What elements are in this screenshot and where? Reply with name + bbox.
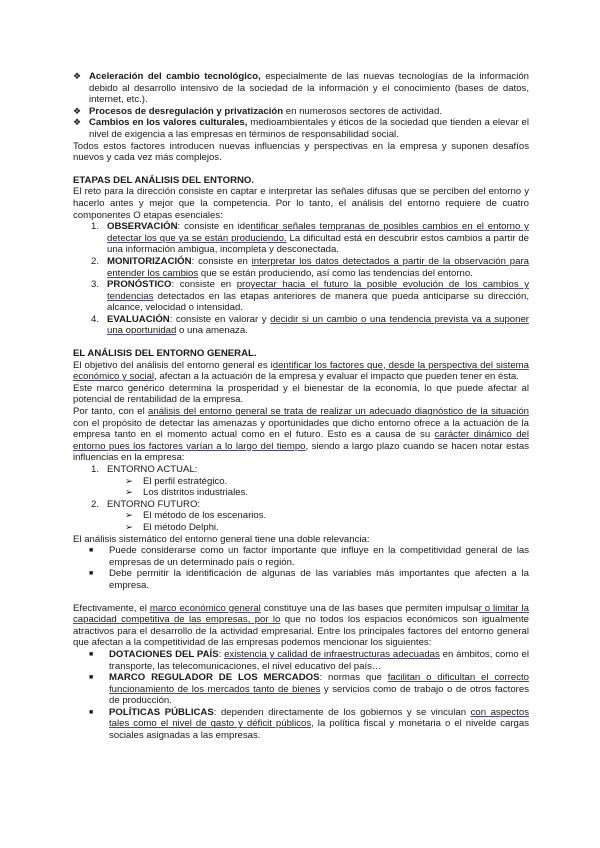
intro-bullet: ❖ Aceleración del cambio tecnológico, especialmente de las nuevas tecnologías de la información debido al desarrollo intensivo de la sociedad de la información y el conocimiento (bases de datos, internet, etc.). [73, 71, 530, 106]
diamond-bullet-icon: ❖ [73, 117, 82, 128]
marco-paragraph: Efectivamente, el marco económico general constituye una de las bases que permiten impulsar o limitar la capacidad competitiva de las empresas, por lo que no todos los espacios económicos son igualmente atractivos para el desarrollo de la actividad empresarial. Entre los principales factores del entorno general que afectan a la competitividad de las empresas podemos mencionar los siguientes: [73, 602, 530, 649]
section-heading-etapas: ETAPAS DEL ANÁLISIS DEL ENTORNO. [73, 174, 255, 186]
relevance-item: ■ Debe permitir la identificación de algunas de las variables más importantes que afecten a la empresa. [89, 568, 529, 591]
section-heading-general: EL ANÁLISIS DEL ENTORNO GENERAL. [73, 348, 257, 360]
square-bullet-icon: ■ [89, 650, 94, 658]
list-subitem: ➢ El perfil estratégico. [125, 475, 228, 487]
arrow-bullet-icon: ➢ [125, 510, 134, 522]
diamond-bullet-icon: ❖ [73, 71, 82, 81]
relevance-item: ■ Puede considerarse como un factor importante que influye en la competitividad general de las empresas de un determinado país o región. [89, 545, 529, 568]
diamond-bullet-icon: ❖ [73, 105, 82, 116]
general-paragraph: Por tanto, con el análisis del entorno general se trata de realizar un adecuado diagnóstico de la situación con el propósito de detectar las amenazas y oportunidades que dicho entorno ofrece a la actuación de la empresa tanto en el momento actual como en el futuro. Esto es a causa de su carácter dinámico del entorno pues los factores varían a lo largo del tiempo, siendo a largo plazo cuando se hacen notar estas influencias en la empresa: [73, 406, 530, 464]
list-subitem: ➢ El método Delphi. [125, 521, 219, 533]
relevance-intro: El análisis sistemático del entorno general tiene una doble relevancia: [73, 533, 370, 545]
arrow-bullet-icon: ➢ [125, 521, 134, 533]
step-item: 3. PRONÓSTICO: consiste en proyectar hacia el futuro la posible evolución de los cambios y tendencias detectados en las etapas anteriores de manera que pueda anticiparse su dirección, alcance, velocidad o intensidad. [90, 279, 529, 314]
square-bullet-icon: ■ [89, 674, 94, 682]
intro-summary: Todos estos factores introducen nuevas influencias y perspectivas en la empresa y suponen desafíos nuevos y cada vez más complejos. [73, 140, 529, 164]
step-item: 1. OBSERVACIÓN: consiste en identificar señales tempranas de posibles cambios en el entorno y detectar los que ya se están produciendo. La dificultad está en descubrir estos cambios a partir de una información ambigua, incompleta y desconectada. [90, 221, 529, 256]
list-subitem: ➢ El método de los escenarios. [125, 510, 267, 522]
square-bullet-icon: ■ [89, 570, 94, 578]
general-paragraph: El objetivo del análisis del entorno general es identificar los factores que, desde la perspectiva del sistema económico y social, afectan a la actuación de la empresa y evaluar el impacto que pueden tener en ésta. [73, 359, 530, 383]
intro-bullet: ❖ Procesos de desregulación y privatización en numerosos sectores de actividad. [73, 105, 442, 117]
etapas-intro: El reto para la dirección consiste en captar e interpretar las señales difusas que se perciben del entorno y hacerlo antes y mejor que la competencia. Por lo tanto, el análisis del entorno requiere de cuatro componentes O etapas esenciales: [73, 186, 529, 221]
intro-bullet: ❖ Cambios en los valores culturales, medioambientales y éticos de la sociedad que tienden a elevar el nivel de exigencia a las empresas en términos de responsabilidad social. [73, 117, 529, 140]
document-content [73, 71, 529, 742]
entorno-item: 1. ENTORNO ACTUAL: [90, 464, 198, 475]
square-bullet-icon: ■ [89, 547, 94, 555]
step-item: 4. EVALUACIÓN: consiste en valorar y decidir si un cambio o una tendencia prevista va a suponer una oportunidad o una amenaza. [90, 313, 529, 337]
general-paragraph: Este marco genérico determina la prosperidad y el bienestar de la economía, lo que puede afectar al potencial de rentabilidad de la empresa. [73, 382, 529, 406]
square-bullet-icon: ■ [89, 708, 94, 716]
list-subitem: ➢ Los distritos industriales. [125, 487, 249, 499]
factor-item: ■ POLÍTICAS PÚBLICAS: dependen directamente de los gobiernos y se vinculan con aspectos tales como el nivel de gasto y déficit públicos, la política fiscal y monetaria o el nivelde cargas sociales asignadas a las empresas. [89, 706, 529, 742]
factor-item: ■ MARCO REGULADOR DE LOS MERCADOS: normas que facilitan o dificultan el correcto funcionamiento de los mercados tanto de bienes y servicios como de trabajo o de otros factores de producción. [89, 672, 529, 707]
arrow-bullet-icon: ➢ [125, 475, 134, 487]
step-item: 2. MONITORIZACIÓN: consiste en interpretar los datos detectados a partir de la observación para entender los cambios que se están produciendo, así como las tendencias del entorno. [90, 255, 529, 279]
factor-item: ■ DOTACIONES DEL PAÍS: existencia y calidad de infraestructuras adecuadas en ámbitos, como el transporte, las telecomunicaciones, el nivel educativo del país… [89, 648, 529, 672]
arrow-bullet-icon: ➢ [125, 487, 134, 499]
entorno-item: 2. ENTORNO FUTURO: [90, 498, 201, 510]
